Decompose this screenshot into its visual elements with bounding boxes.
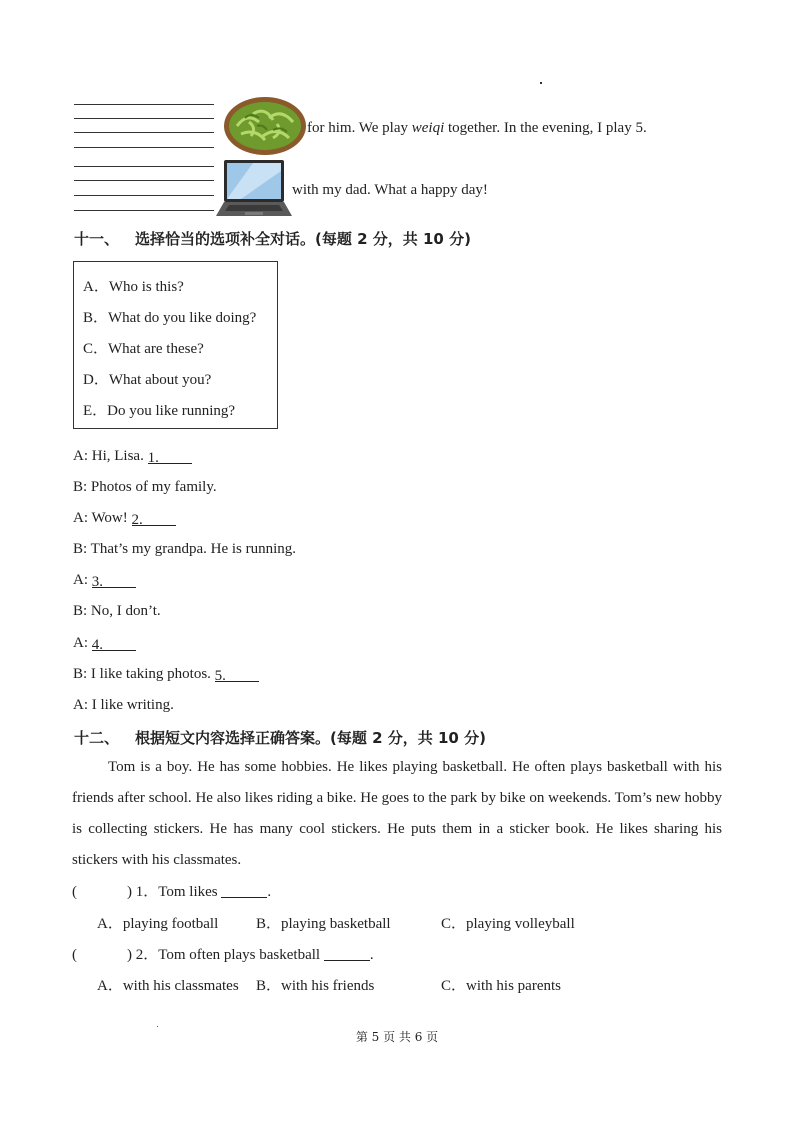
- option-b: B．What do you like doing?: [83, 310, 257, 326]
- scan-dot: [540, 82, 542, 84]
- story-line-2: with my dad. What a happy day!: [292, 182, 488, 198]
- dialogue-line-3: A: Wow! 2.: [73, 509, 176, 527]
- question-1-blank[interactable]: [221, 883, 267, 898]
- answer-blank-3[interactable]: 3.: [92, 573, 136, 588]
- scan-dot: [157, 1026, 158, 1027]
- question-2-option-b[interactable]: B．with his friends: [256, 978, 375, 994]
- option-a: A．Who is this?: [83, 279, 184, 295]
- answer-blank-5[interactable]: 5.: [215, 667, 259, 682]
- option-d: D．What about you?: [83, 372, 212, 388]
- question-1-option-b[interactable]: B．playing basketball: [256, 916, 391, 932]
- option-c: C．What are these?: [83, 341, 204, 357]
- question-2-blank[interactable]: [324, 946, 370, 961]
- question-1-option-c[interactable]: C．playing volleyball: [441, 916, 575, 932]
- option-e: E．Do you like running?: [83, 403, 236, 419]
- dialogue-line-1: A: Hi, Lisa. 1.: [73, 447, 192, 465]
- question-2: ( ) 2．Tom often plays basketball .: [72, 947, 374, 963]
- dialogue-line-7: A: 4.: [73, 634, 136, 652]
- question-2-option-c[interactable]: C．with his parents: [441, 978, 561, 994]
- dialogue-line-8: B: I like taking photos. 5.: [73, 665, 259, 683]
- dialogue-line-2: B: Photos of my family.: [73, 479, 217, 495]
- answer-blank-2[interactable]: 2.: [132, 511, 176, 526]
- dialogue-line-6: B: No, I don’t.: [73, 603, 161, 619]
- reading-passage: Tom is a boy. He has some hobbies. He likes playing basketball. He often plays basketball with his friends after school. He also likes riding a bike. He goes to the park by bike on weekends. Tom’s new hobby is collecting stickers. He has many cool stickers. He puts them in a sticker book. He likes sharing his stickers with his classmates.: [72, 759, 722, 868]
- story-line-1: for him. We play weiqi together. In the evening, I play 5.: [307, 120, 647, 136]
- page-footer: 第 5 页 共 6 页: [355, 1030, 439, 1044]
- laptop-icon: [215, 159, 293, 219]
- question-2-option-a[interactable]: A．with his classmates: [97, 978, 239, 994]
- answer-blank-4[interactable]: 4.: [92, 636, 136, 651]
- options-box: [73, 261, 278, 429]
- dialogue-line-5: A: 3.: [73, 571, 136, 589]
- answer-paren-1[interactable]: [77, 884, 127, 898]
- leafy-vegetable-icon: [223, 96, 307, 156]
- section-12-heading: 十二、 根据短文内容选择正确答案。(每题 2 分，共 10 分): [74, 729, 486, 747]
- dialogue-line-9: A: I like writing.: [73, 697, 174, 713]
- question-1-option-a[interactable]: A．playing football: [97, 916, 219, 932]
- section-11-heading: 十一、 选择恰当的选项补全对话。(每题 2 分，共 10 分): [74, 230, 471, 248]
- dialogue-line-4: B: That’s my grandpa. He is running.: [73, 541, 297, 557]
- answer-paren-2[interactable]: [77, 947, 127, 961]
- answer-blank-1[interactable]: 1.: [148, 449, 192, 464]
- question-1: ( ) 1．Tom likes .: [72, 884, 272, 900]
